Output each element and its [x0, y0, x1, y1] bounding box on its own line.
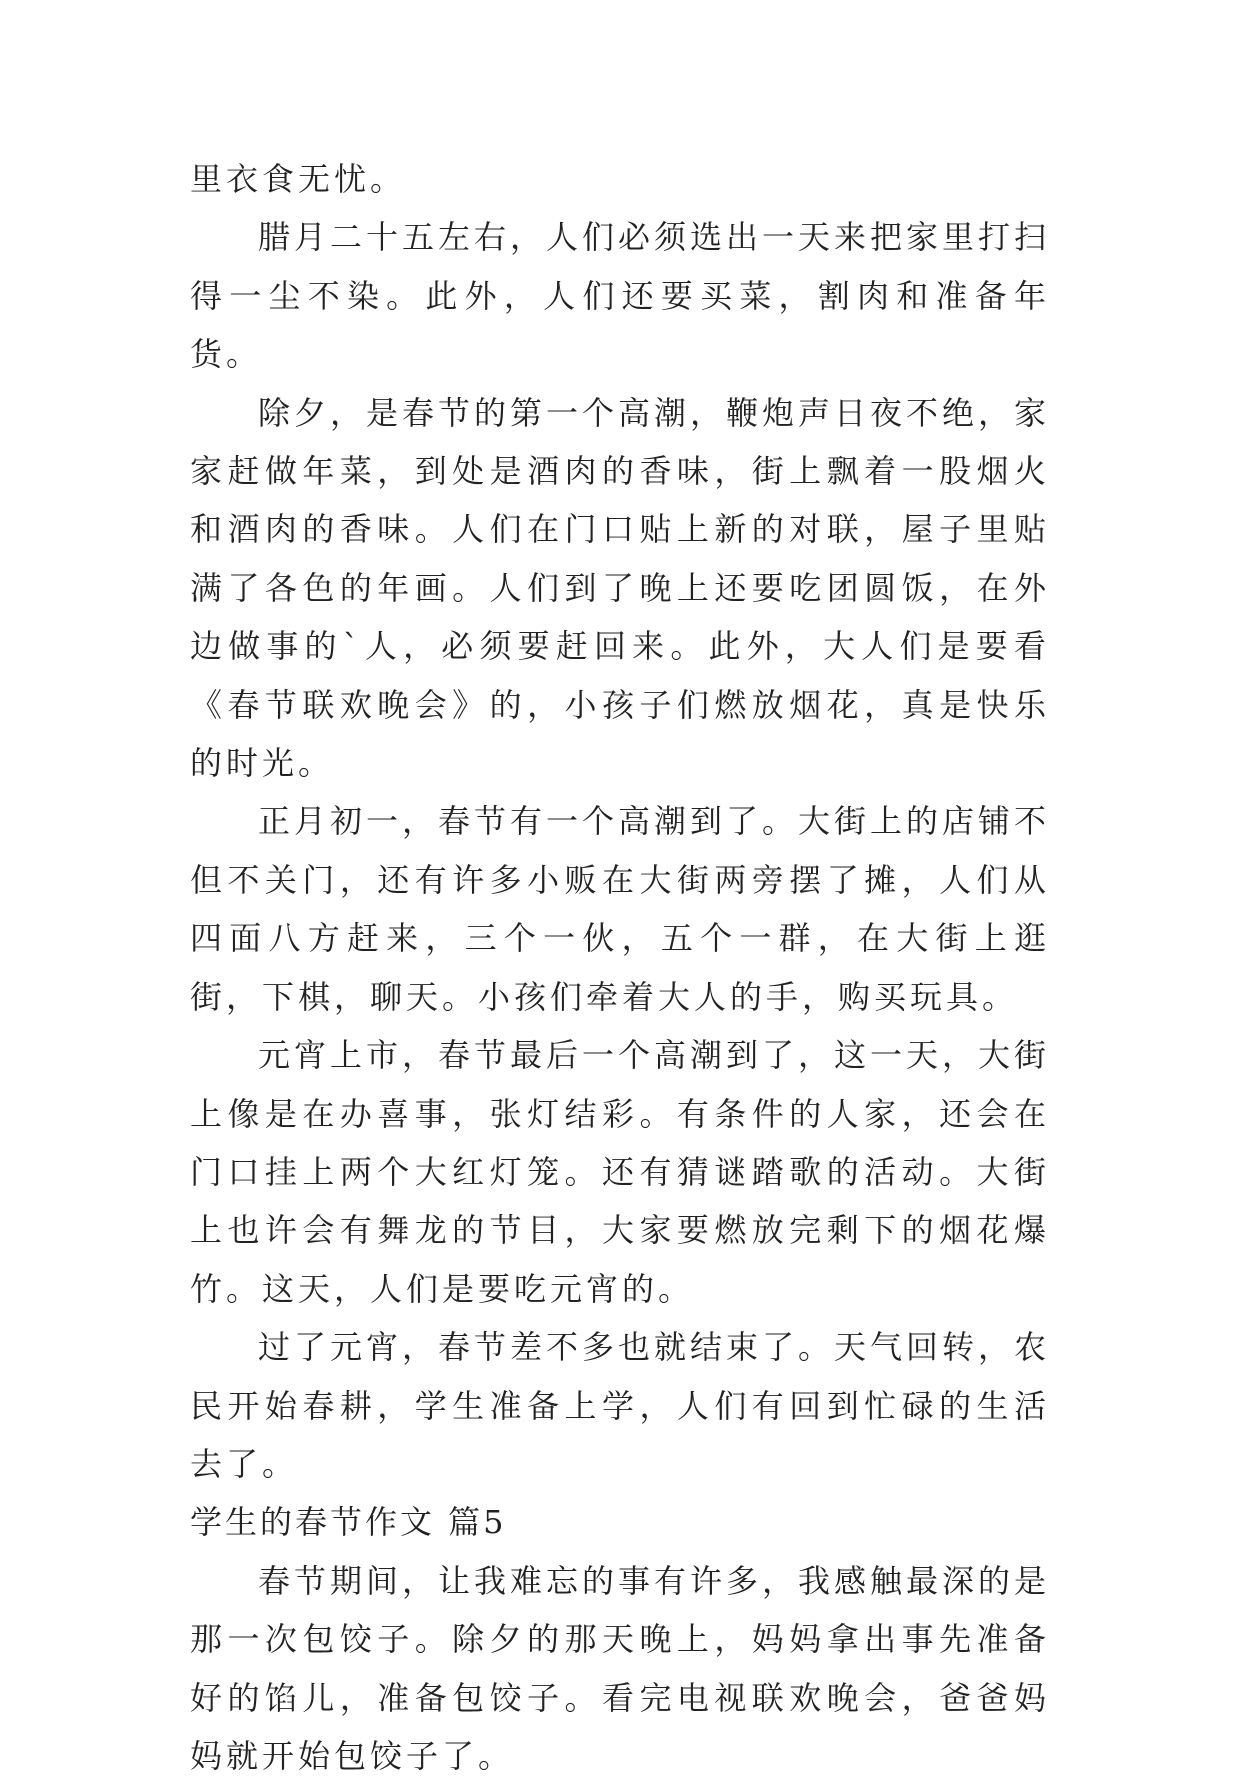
paragraph-first-day: 正月初一，春节有一个高潮到了。大街上的店铺不但不关门，还有许多小贩在大街两旁摆了摊，人们从四面八方赶来，三个一伙，五个一群，在大街上逛街，下棋，聊天。小孩们牵着大人的手，购买玩具。 [190, 802, 1051, 1016]
document-page [190, 150, 1050, 1785]
paragraph-new-years-eve: 除夕，是春节的第一个高潮，鞭炮声日夜不绝，家家赶做年菜，到处是酒肉的香味，街上飘着一股烟火和酒肉的香味。人们在门口贴上新的对联，屋子里贴满了各色的年画。人们到了晚上还要吃团圆饭，在外边做事的`人，必须要赶回来。此外，大人们是要看《春节联欢晚会》的，小孩子们燃放烟花，真是快乐的时光。 [190, 393, 1051, 783]
paragraph-dumplings: 春节期间，让我难忘的事有许多，我感触最深的是那一次包饺子。除夕的那天晚上，妈妈拿出事先准备好的馅儿，准备包饺子。看完电视联欢晚会，爸爸妈妈就开始包饺子了。 [190, 1561, 1051, 1775]
section-heading: 学生的春节作文 篇5 [190, 1503, 507, 1542]
paragraph-lantern-festival: 元宵上市，春节最后一个高潮到了，这一天，大街上像是在办喜事，张灯结彩。有条件的人家，还会在门口挂上两个大红灯笼。还有猜谜踏歌的活动。大街上也许会有舞龙的节目，大家要燃放完剩下的烟花爆竹。这天，人们是要吃元宵的。 [190, 1036, 1051, 1308]
paragraph-festival-end: 过了元宵，春节差不多也就结束了。天气回转，农民开始春耕，学生准备上学，人们有回到忙碌的生活去了。 [190, 1328, 1051, 1483]
paragraph-continuation: 里衣食无忧。 [190, 160, 407, 198]
paragraph-sweeping: 腊月二十五左右，人们必须选出一天来把家里打扫得一尘不染。此外，人们还要买菜，割肉和准备年货。 [190, 218, 1051, 374]
